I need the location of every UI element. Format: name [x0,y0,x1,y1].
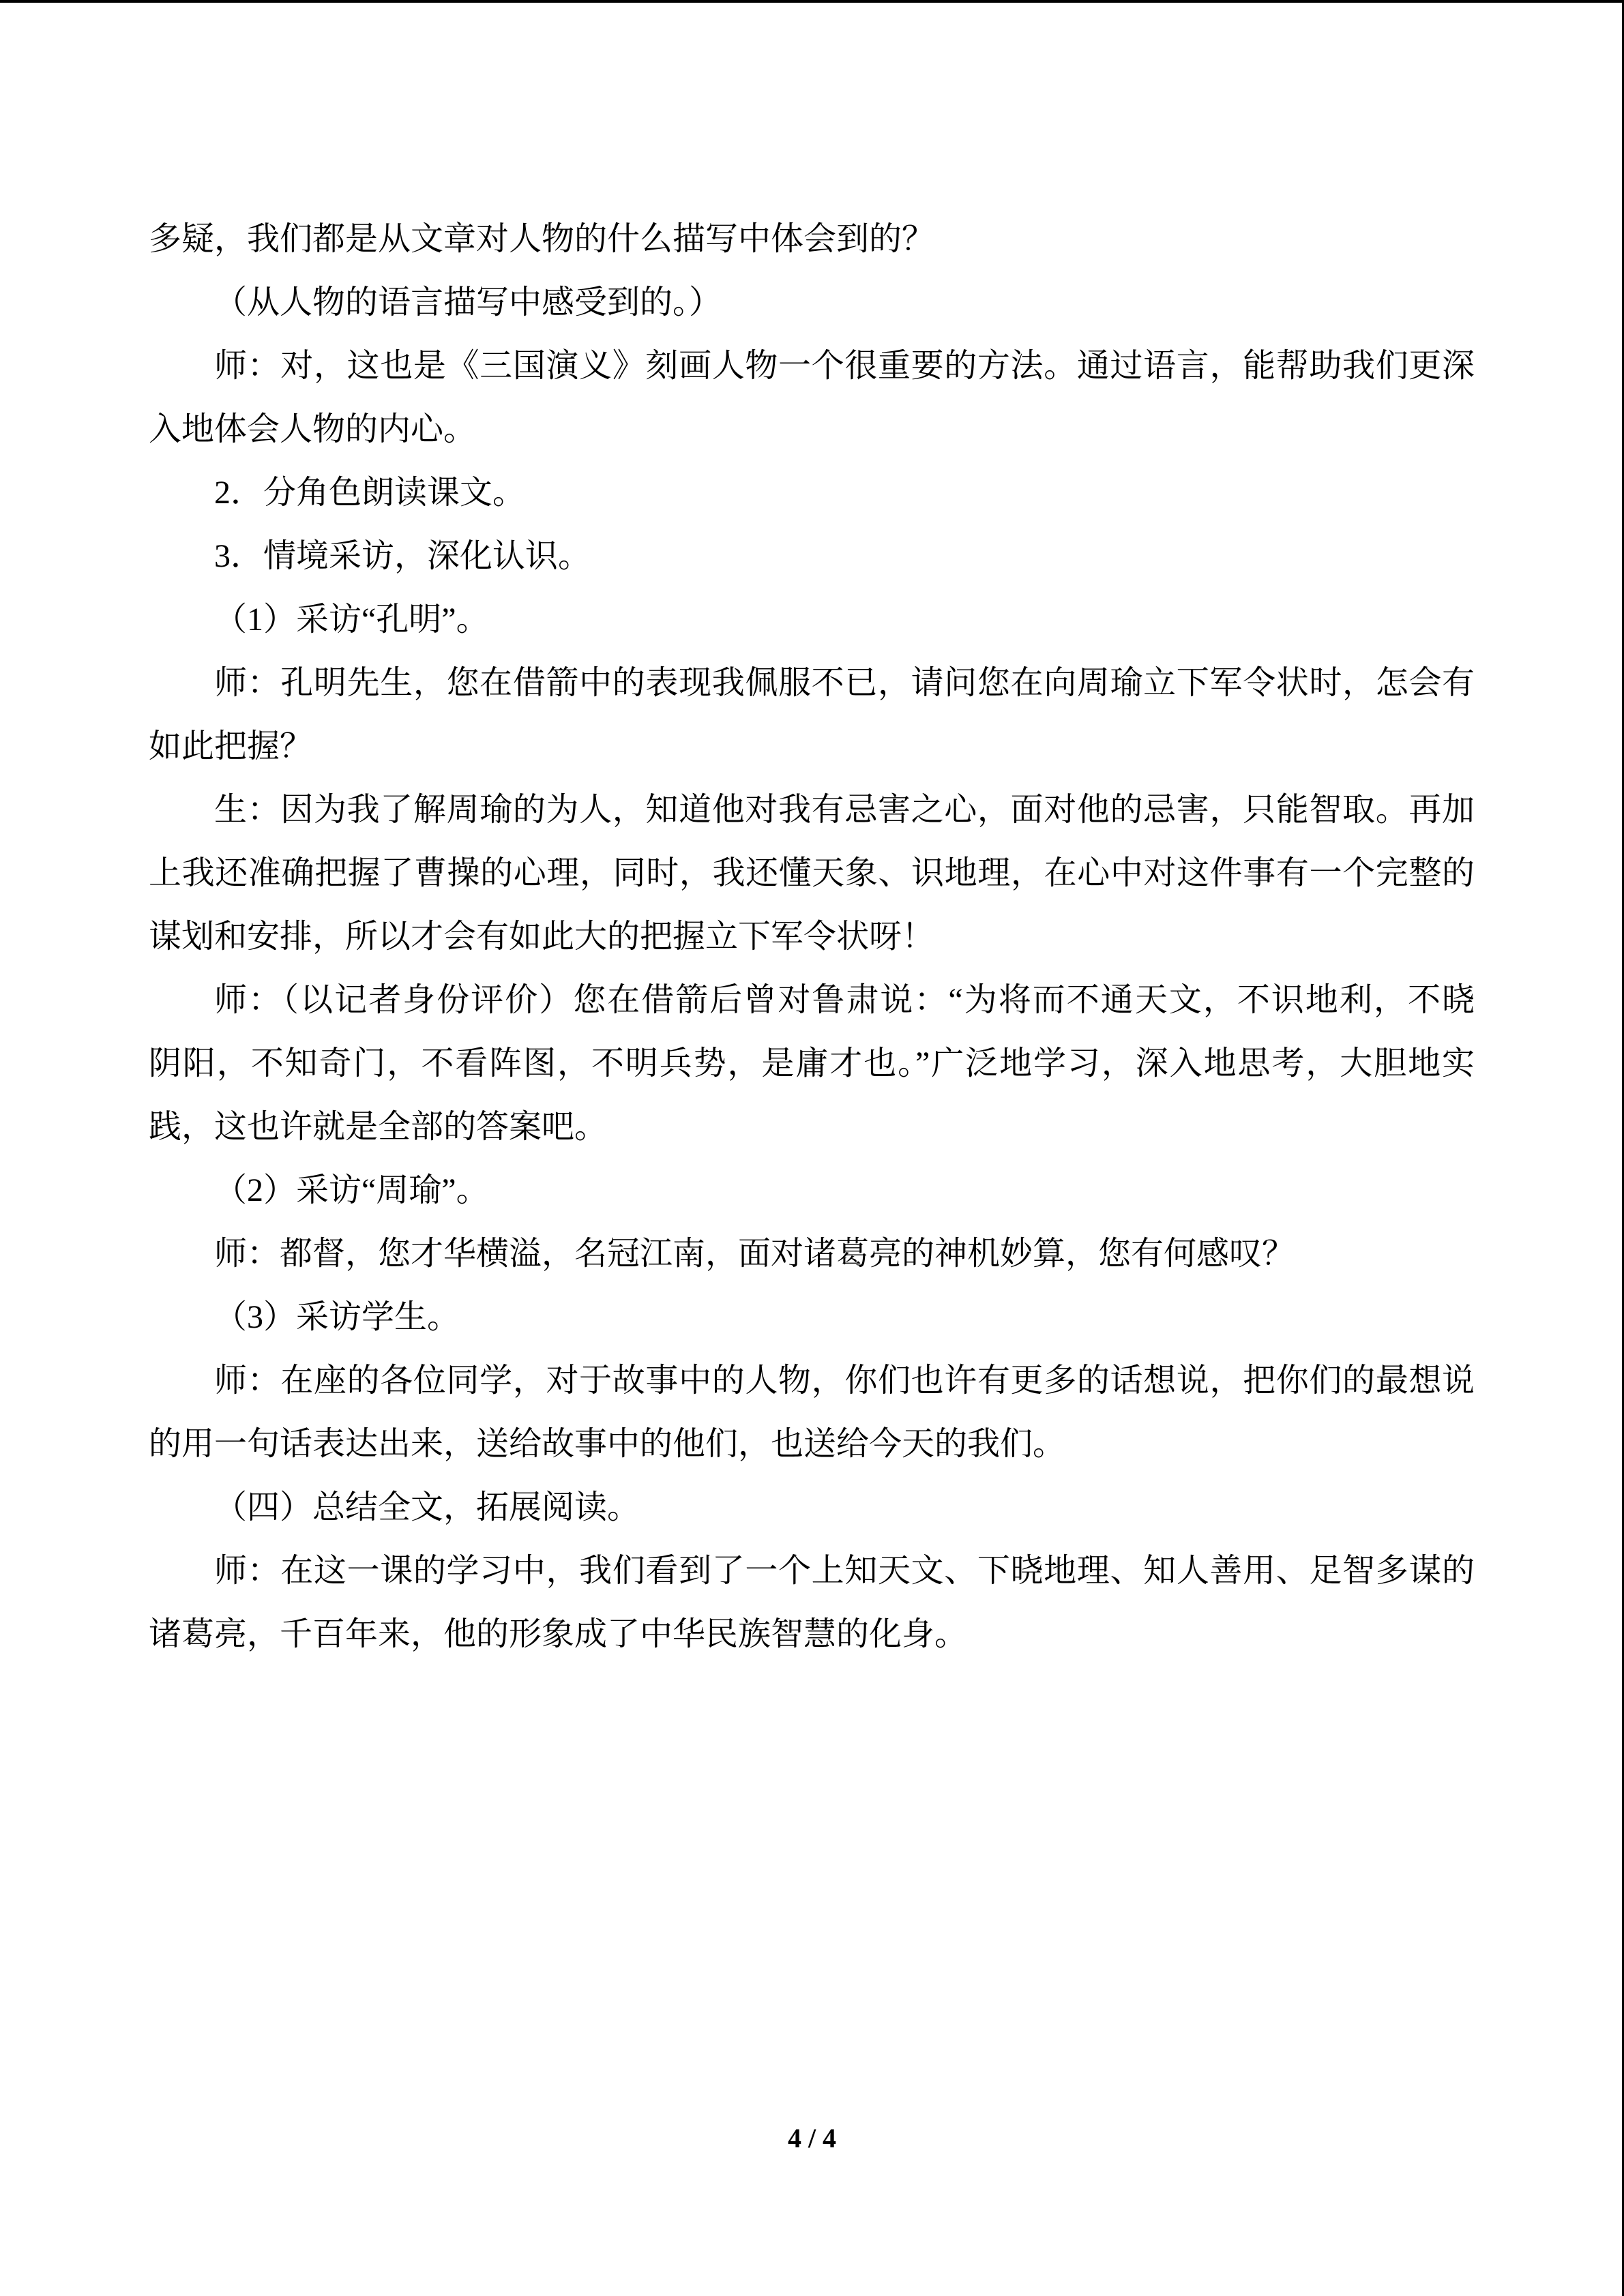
document-line: 师：都督，您才华横溢，名冠江南，面对诸葛亮的神机妙算，您有何感叹？ [214,1236,1295,1272]
page-top-border [0,0,1624,3]
document-line: 3．情境采访，深化认识。 [214,538,591,574]
document-line: 入地体会人物的内心。 [149,411,477,447]
document-text-body [149,207,1475,1666]
document-line: 践，这也许就是全部的答案吧。 [149,1109,608,1145]
document-line: 2．分角色朗读课文。 [214,475,526,511]
document-line: 师：对，这也是《三国演义》刻画人物一个很重要的方法。通过语言，能帮助我们更深 [214,348,1475,384]
document-line: （3）采访学生。 [214,1299,460,1335]
document-line: （2）采访“周瑜”。 [214,1172,489,1208]
document-line: 阴阳，不知奇门，不看阵图，不明兵势，是庸才也。”广泛地学习，深入地思考，大胆地实 [149,1045,1475,1082]
document-line: 多疑，我们都是从文章对人物的什么描写中体会到的？ [149,221,935,257]
document-line: 诸葛亮，千百年来，他的形象成了中华民族智慧的化身。 [149,1616,968,1652]
document-line: 如此把握？ [149,728,313,764]
document-line: 生：因为我了解周瑜的为人，知道他对我有忌害之心，面对他的忌害，只能智取。再加 [214,792,1475,828]
document-line: 谋划和安排，所以才会有如此大的把握立下军令状呀！ [149,919,935,955]
document-line: （1）采访“孔明”。 [214,601,489,638]
document-line: 师：在座的各位同学，对于故事中的人物，你们也许有更多的话想说，把你们的最想说 [214,1362,1475,1399]
document-line: 上我还准确把握了曹操的心理，同时，我还懂天象、识地理，在心中对这件事有一个完整的 [149,855,1475,891]
document-line: （从人物的语言描写中感受到的。） [214,284,722,320]
document-line: 师：在这一课的学习中，我们看到了一个上知天文、下晓地理、知人善用、足智多谋的 [214,1553,1475,1589]
document-line: 师：（以记者身份评价）您在借箭后曾对鲁肃说：“为将而不通天文，不识地利，不晓 [214,982,1475,1018]
document-line: 的用一句话表达出来，送给故事中的他们，也送给今天的我们。 [149,1426,1066,1462]
page-number: 4 / 4 [787,2123,837,2153]
document-line: 师：孔明先生，您在借箭中的表现我佩服不已，请问您在向周瑜立下军令状时，怎会有 [214,665,1475,701]
document-line: （四）总结全文，拓展阅读。 [214,1489,640,1525]
